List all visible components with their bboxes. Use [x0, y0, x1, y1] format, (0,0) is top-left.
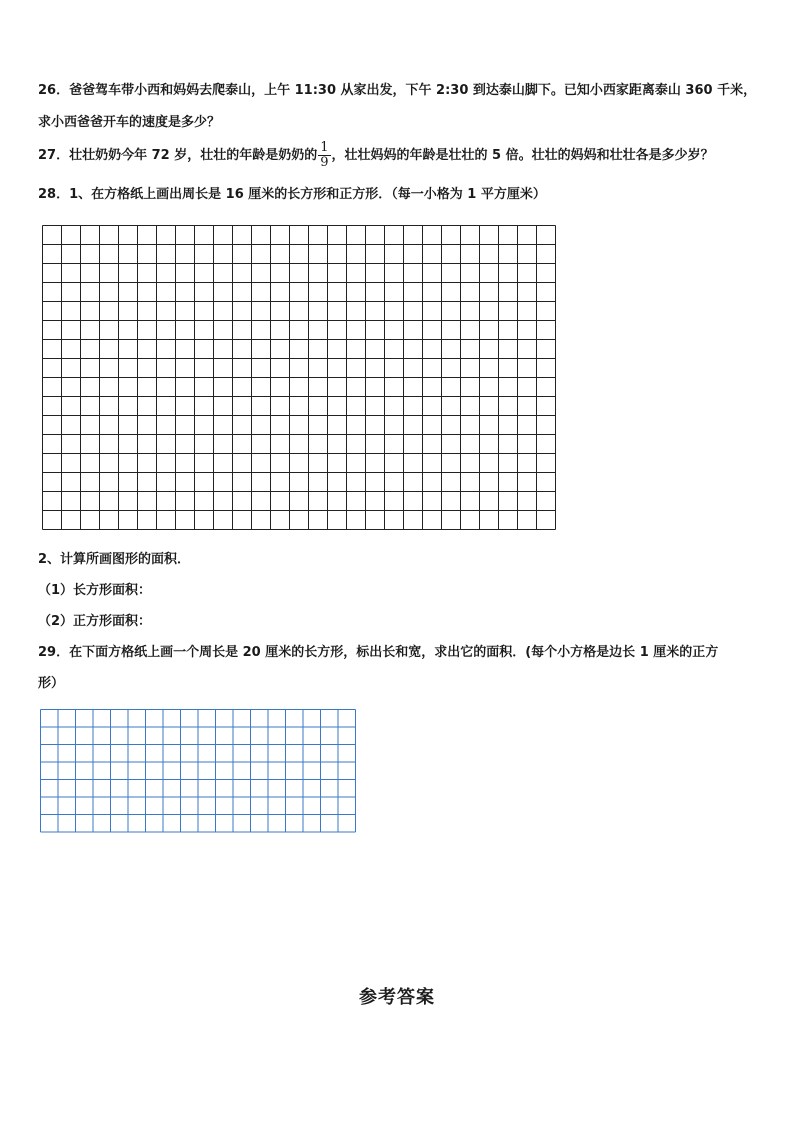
q27-fraction: [318, 141, 330, 170]
q26-text-line1: 26．爸爸驾车带小西和妈妈去爬泰山，上午 11:30 从家出发，下午 2:30 到达泰山脚下。已知小西家距离泰山 360 千米，: [38, 83, 757, 98]
q27-fraction-denominator: 9: [320, 155, 329, 170]
q28-sub2-text: （2）正方形面积：: [38, 614, 152, 629]
answers-title: 参考答案: [359, 987, 435, 1008]
q29-text-line1: 29．在下面方格纸上画一个周长是 20 厘米的长方形，标出长和宽，求出它的面积．(每个小方格是边长 1 厘米的正方: [38, 645, 719, 660]
q27-text-post: ，壮壮妈妈的年龄是壮壮的 5 倍。壮壮的妈妈和壮壮各是多少岁？: [331, 148, 714, 163]
q27-fraction-numerator: 1: [320, 140, 329, 155]
q29-text-line2: 形）: [38, 676, 65, 691]
q26-text-line2: 求小西爸爸开车的速度是多少？: [38, 115, 221, 130]
q28-graph-paper[interactable]: [42, 225, 557, 530]
q27-text-pre: 27．壮壮奶奶今年 72 岁，壮壮的年龄是奶奶的: [38, 148, 318, 163]
q29-graph-paper[interactable]: [40, 709, 357, 838]
q28-sub1-text: （1）长方形面积：: [38, 583, 152, 598]
question-27: [38, 141, 714, 170]
q28-text-line1: 28．1、在方格纸上画出周长是 16 厘米的长方形和正方形．（每一小格为 1 平方厘米）: [38, 187, 546, 202]
q28-part2-text: 2、计算所画图形的面积．: [38, 552, 191, 567]
